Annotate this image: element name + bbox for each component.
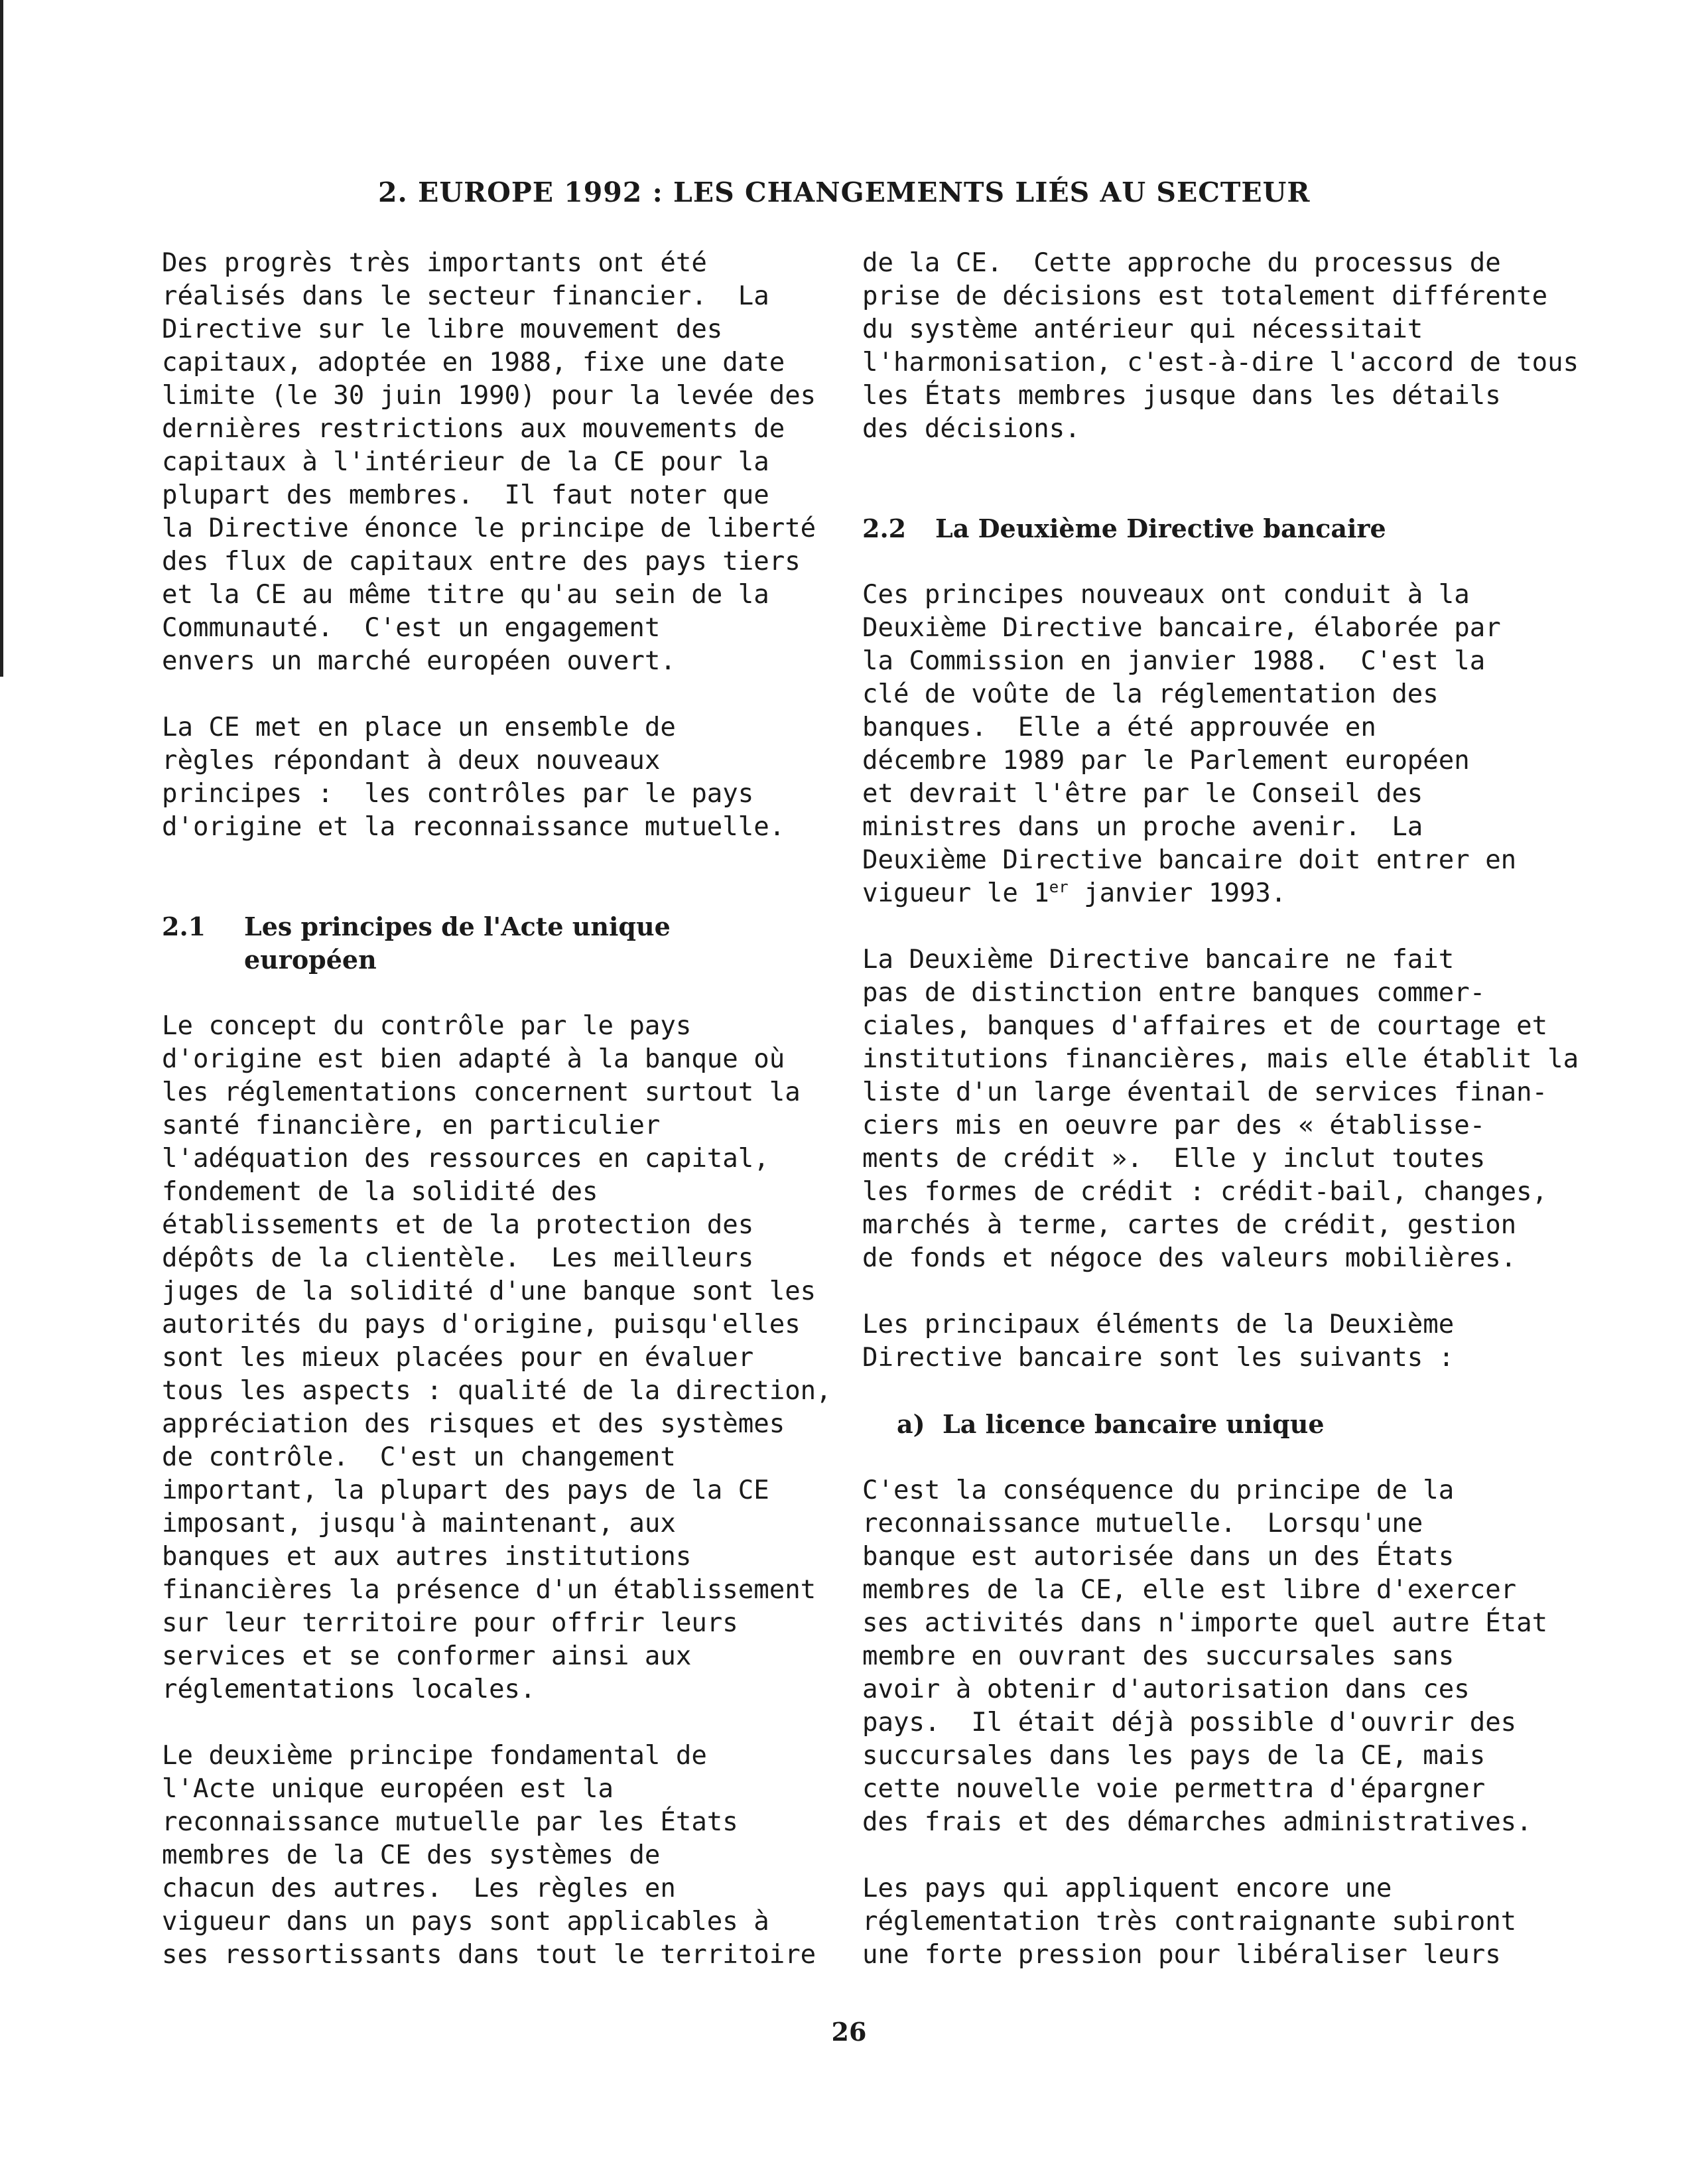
text-line: ciers mis en oeuvre par des « établisse- xyxy=(862,1111,1486,1140)
text-line: banque est autorisée dans un des États xyxy=(862,1542,1455,1572)
paragraph-capital-movement xyxy=(162,247,816,678)
paragraph-liberalisation-pressure xyxy=(862,1872,1545,1972)
text-line: les formes de crédit : crédit-bail, changes, xyxy=(862,1177,1548,1207)
paragraph-single-licence xyxy=(862,1474,1548,1839)
paragraph-home-country-control xyxy=(162,1010,832,1706)
text-line: d'origine et la reconnaissance mutuelle. xyxy=(162,812,785,842)
text-line: ministres dans un proche avenir. La xyxy=(862,812,1423,842)
text-line: des frais et des démarches administratives. xyxy=(862,1807,1532,1837)
text-line: institutions financières, mais elle établit la xyxy=(862,1044,1579,1074)
text-line: réglementation très contraignante subiront xyxy=(862,1907,1517,1937)
text-line: sont les mieux placées pour en évaluer xyxy=(162,1343,754,1373)
text-line: financières la présence d'un établissement xyxy=(162,1575,816,1605)
text-line: principes : les contrôles par le pays xyxy=(162,779,754,809)
text-line: des flux de capitaux entre des pays tiers xyxy=(162,547,801,577)
paragraph-main-elements xyxy=(862,1308,1545,1375)
text-line: fondement de la solidité des xyxy=(162,1177,598,1207)
text-line: santé financière, en particulier xyxy=(162,1111,661,1140)
section-number: 2.2 xyxy=(862,513,907,543)
text-line: banques. Elle a été approuvée en xyxy=(862,713,1376,742)
text-line: de la CE. Cette approche du processus de xyxy=(862,248,1501,278)
text-line: l'Acte unique européen est la xyxy=(162,1774,614,1804)
text-line: reconnaissance mutuelle par les États xyxy=(162,1807,738,1837)
text-line: de fonds et négoce des valeurs mobilières. xyxy=(862,1243,1517,1273)
text-line: la Commission en janvier 1988. C'est la xyxy=(862,646,1486,676)
text-fragment: janvier 1993. xyxy=(1068,878,1287,908)
text-line: les États membres jusque dans les détails xyxy=(862,381,1501,411)
text-line: autorités du pays d'origine, puisqu'elles xyxy=(162,1310,801,1339)
text-line: et la CE au même titre qu'au sein de la xyxy=(162,580,769,610)
text-line: règles répondant à deux nouveaux xyxy=(162,746,661,776)
text-line: limite (le 30 juin 1990) pour la levée des xyxy=(162,381,816,411)
text-line: décembre 1989 par le Parlement européen xyxy=(862,746,1470,776)
page-number: 26 xyxy=(831,2017,867,2047)
text-line: sur leur territoire pour offrir leurs xyxy=(162,1608,738,1638)
text-line: Les principaux éléments de la Deuxième xyxy=(862,1310,1455,1339)
text-line: clé de voûte de la réglementation des xyxy=(862,679,1439,709)
paragraph-credit-institutions xyxy=(862,943,1579,1275)
text-line: Le deuxième principe fondamental de xyxy=(162,1741,707,1771)
text-line: liste d'un large éventail de services finan- xyxy=(862,1077,1548,1107)
text-line-effective-date xyxy=(862,877,1545,910)
text-line: Directive sur le libre mouvement des xyxy=(162,314,723,344)
text-line: prise de décisions est totalement différente xyxy=(862,281,1548,311)
text-line: d'origine est bien adapté à la banque où xyxy=(162,1044,785,1074)
text-line: juges de la solidité d'une banque sont les xyxy=(162,1276,816,1306)
paragraph-second-directive xyxy=(862,579,1545,910)
text-line: la Directive énonce le principe de liberté xyxy=(162,513,816,543)
text-line: l'harmonisation, c'est-à-dire l'accord de tous xyxy=(862,348,1579,377)
text-line: les réglementations concernent surtout la xyxy=(162,1077,801,1107)
text-line: banques et aux autres institutions xyxy=(162,1542,692,1572)
paragraph-new-principles xyxy=(162,711,805,844)
text-line: Le concept du contrôle par le pays xyxy=(162,1011,692,1041)
text-line: chacun des autres. Les règles en xyxy=(162,1874,676,1903)
text-line: membre en ouvrant des succursales sans xyxy=(862,1641,1455,1671)
text-line: ses activités dans n'importe quel autre État xyxy=(862,1608,1548,1638)
text-line: C'est la conséquence du principe de la xyxy=(862,1475,1455,1505)
text-line: marchés à terme, cartes de crédit, gestion xyxy=(862,1210,1517,1240)
text-line: ses ressortissants dans tout le territoire xyxy=(162,1940,816,1970)
text-line: réalisés dans le secteur financier. La xyxy=(162,281,769,311)
text-line: l'adéquation des ressources en capital, xyxy=(162,1144,769,1174)
scan-edge xyxy=(0,0,3,677)
section-number: 2.1 xyxy=(162,912,206,941)
paragraph-mutual-recognition xyxy=(162,1740,816,1972)
text-line: dépôts de la clientèle. Les meilleurs xyxy=(162,1243,754,1273)
right-column xyxy=(862,247,1579,1972)
text-line: une forte pression pour libéraliser leurs xyxy=(862,1940,1501,1970)
text-line: Deuxième Directive bancaire, élaborée par xyxy=(862,613,1501,643)
text-line: pays. Il était déjà possible d'ouvrir des xyxy=(862,1708,1517,1738)
text-line: ciales, banques d'affaires et de courtage et xyxy=(862,1011,1548,1041)
text-line: tous les aspects : qualité de la direction, xyxy=(162,1376,832,1406)
text-line: Communauté. C'est un engagement xyxy=(162,613,661,643)
text-line: services et se conformer ainsi aux xyxy=(162,1641,692,1671)
text-line: avoir à obtenir d'autorisation dans ces xyxy=(862,1674,1470,1704)
text-line: établissements et de la protection des xyxy=(162,1210,754,1240)
ordinal-superscript: er xyxy=(1049,878,1069,896)
text-line: capitaux à l'intérieur de la CE pour la xyxy=(162,447,769,477)
text-line: important, la plupart des pays de la CE xyxy=(162,1475,769,1505)
text-line: membres de la CE, elle est libre d'exercer xyxy=(862,1575,1517,1605)
left-column xyxy=(162,247,832,1972)
text-line: plupart des membres. Il faut noter que xyxy=(162,480,769,510)
text-fragment: vigueur le 1 xyxy=(862,878,1049,908)
text-line: ments de crédit ». Elle y inclut toutes xyxy=(862,1144,1486,1174)
paragraph-decision-process xyxy=(862,247,1579,446)
text-line: capitaux, adoptée en 1988, fixe une date xyxy=(162,348,785,377)
text-line: des décisions. xyxy=(862,414,1080,444)
text-line: pas de distinction entre banques commer- xyxy=(862,978,1486,1008)
sub-heading-single-licence: a) La licence bancaire unique xyxy=(897,1409,1325,1439)
text-line: Deuxième Directive bancaire doit entrer en xyxy=(862,845,1517,875)
text-line: dernières restrictions aux mouvements de xyxy=(162,414,785,444)
text-line: de contrôle. C'est un changement xyxy=(162,1442,676,1472)
text-line: et devrait l'être par le Conseil des xyxy=(862,779,1423,809)
text-line: Des progrès très importants ont été xyxy=(162,248,707,278)
text-line: La CE met en place un ensemble de xyxy=(162,713,676,742)
text-line: Directive bancaire sont les suivants : xyxy=(862,1343,1455,1373)
text-line: succursales dans les pays de la CE, mais xyxy=(862,1741,1486,1771)
section-title-continued: européen xyxy=(244,945,377,975)
text-line: appréciation des risques et des systèmes xyxy=(162,1409,785,1439)
text-line: imposant, jusqu'à maintenant, aux xyxy=(162,1509,676,1538)
section-title: Les principes de l'Acte unique xyxy=(244,912,671,941)
text-line: La Deuxième Directive bancaire ne fait xyxy=(862,945,1455,975)
text-line: cette nouvelle voie permettra d'épargner xyxy=(862,1774,1486,1804)
text-line: Les pays qui appliquent encore une xyxy=(862,1874,1392,1903)
text-line: vigueur dans un pays sont applicables à xyxy=(162,1907,769,1937)
section-title: La Deuxième Directive bancaire xyxy=(935,513,1386,543)
section-heading-2-2 xyxy=(862,512,1545,545)
page-title: 2. EUROPE 1992 : LES CHANGEMENTS LIÉS AU SECTEUR xyxy=(378,176,1311,208)
text-line: du système antérieur qui nécessitait xyxy=(862,314,1423,344)
text-line: reconnaissance mutuelle. Lorsqu'une xyxy=(862,1509,1423,1538)
text-line: membres de la CE des systèmes de xyxy=(162,1840,661,1870)
text-line: Ces principes nouveaux ont conduit à la xyxy=(862,580,1470,610)
section-heading-2-1 xyxy=(162,910,805,977)
text-line: envers un marché européen ouvert. xyxy=(162,646,676,676)
text-line: réglementations locales. xyxy=(162,1674,536,1704)
